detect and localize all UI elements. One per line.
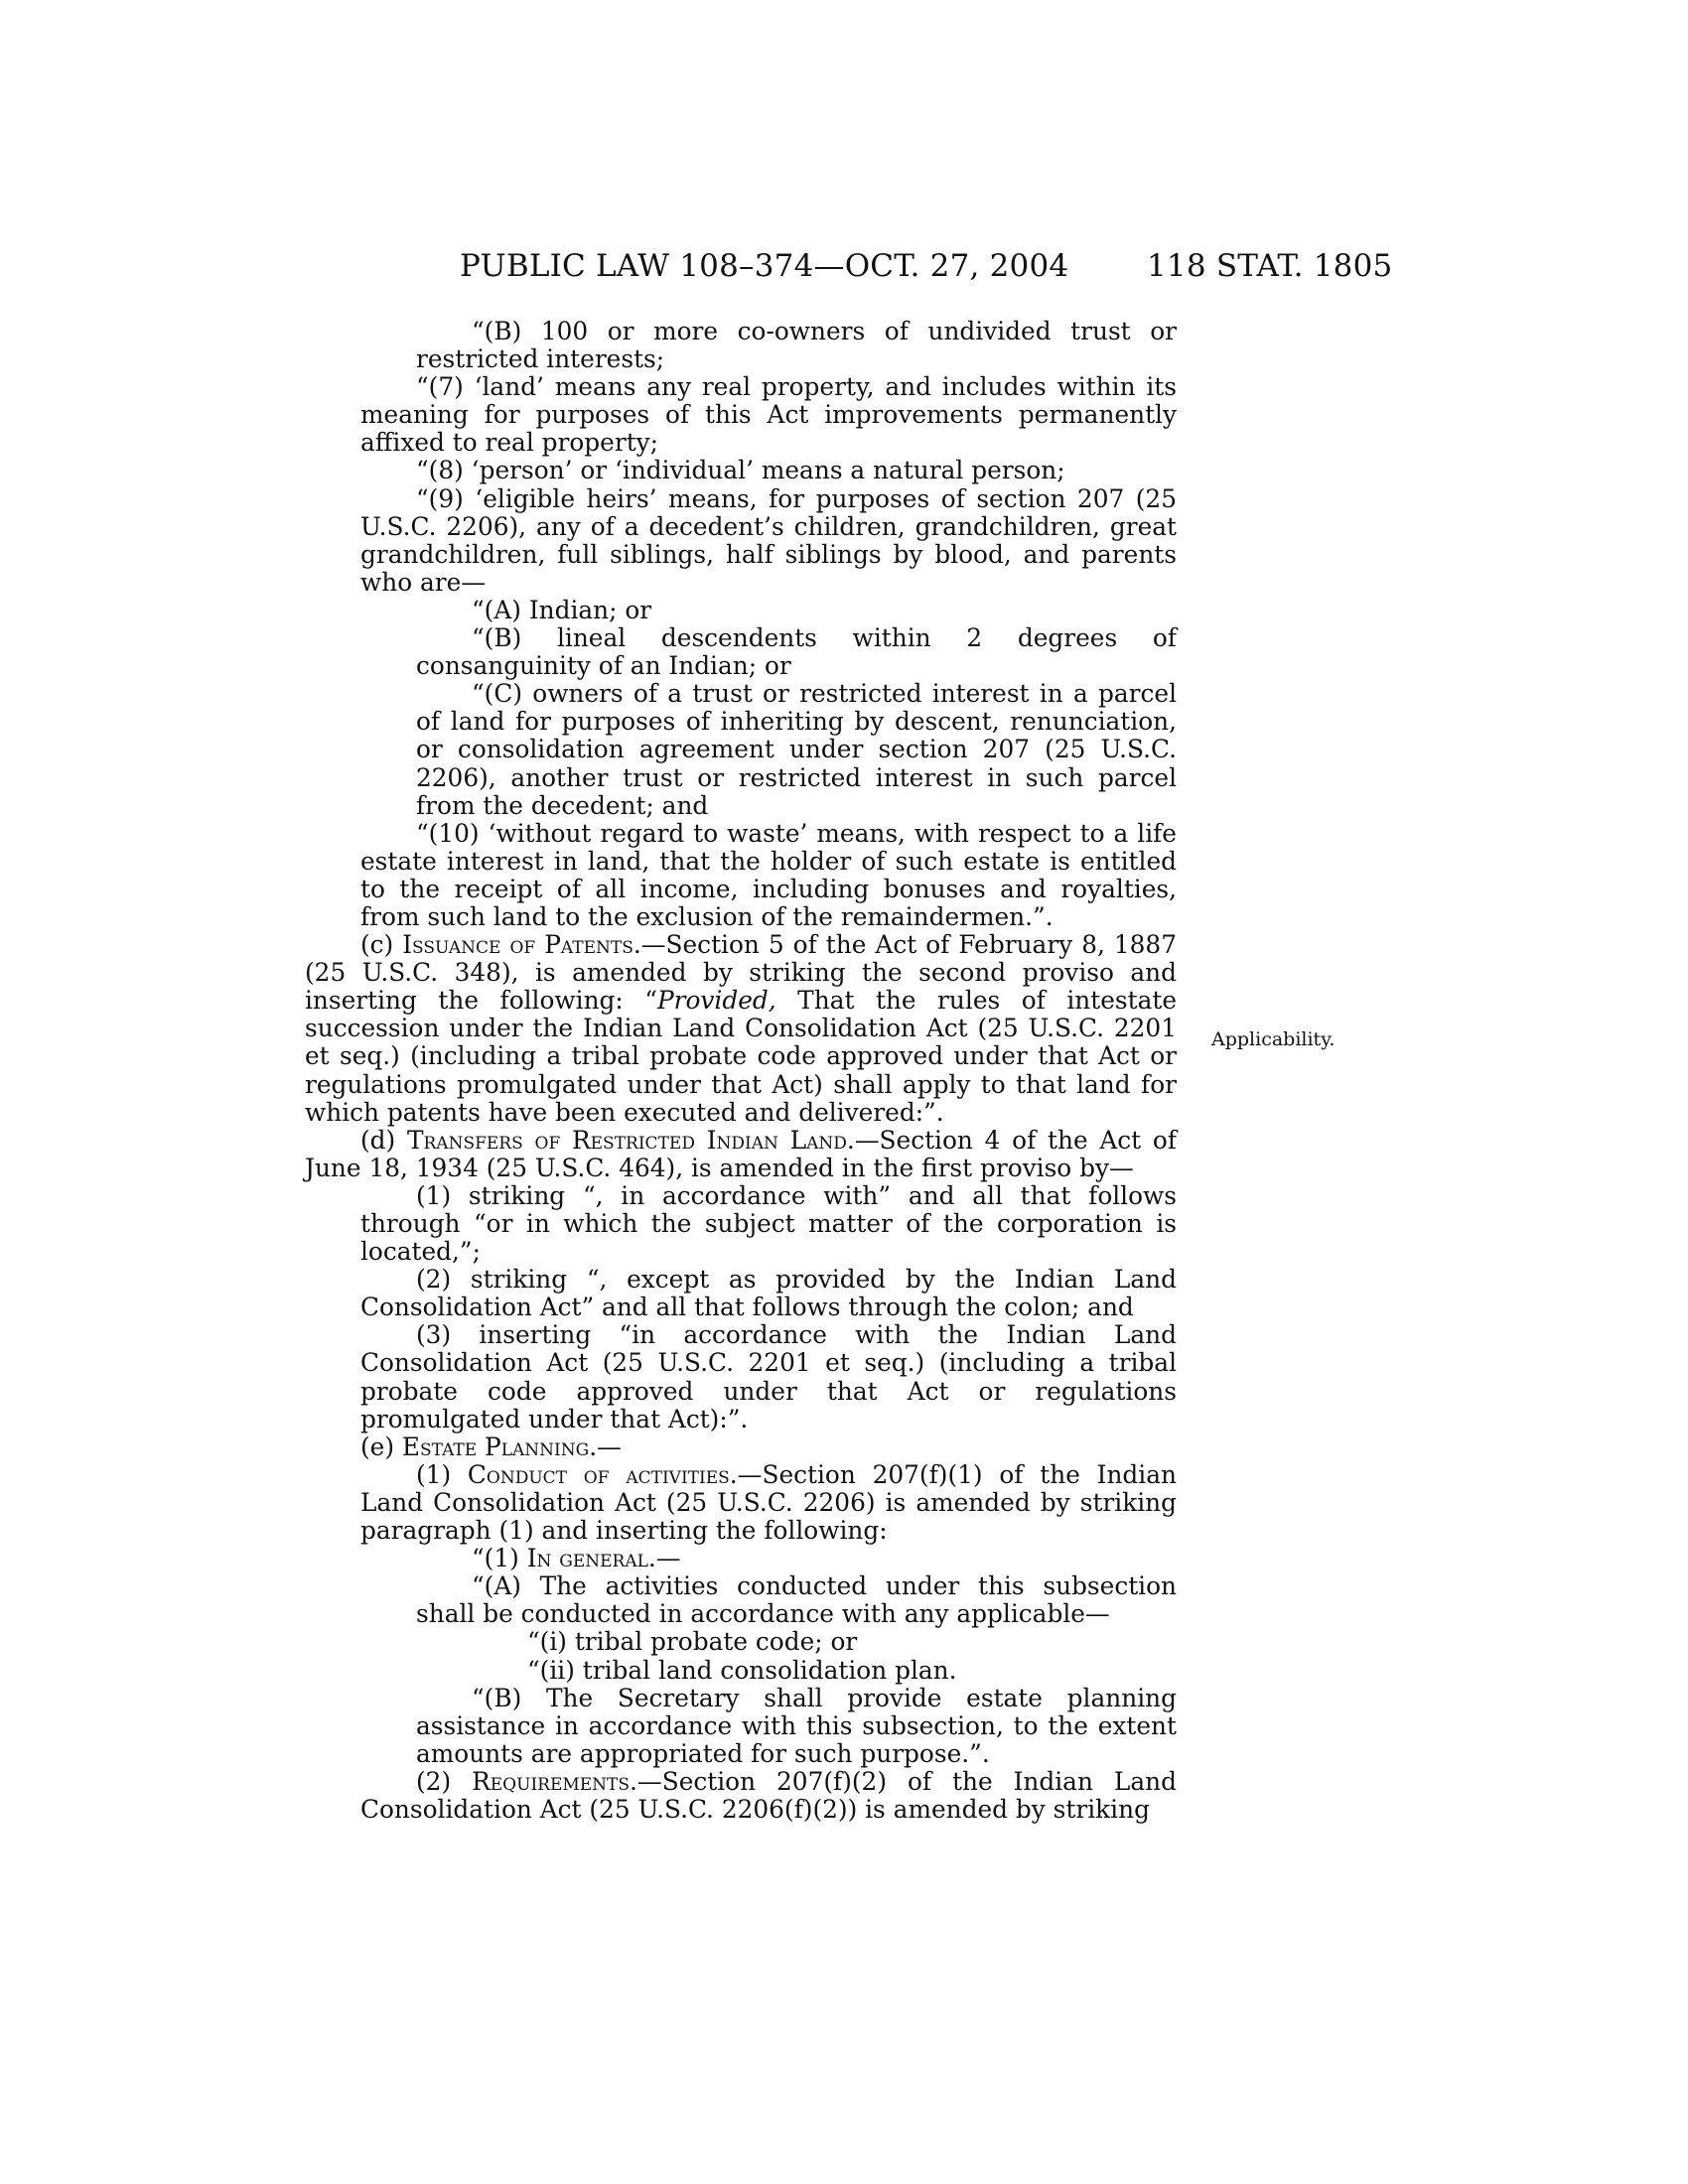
paragraph: “(C) owners of a trust or restricted interest in a parcel of land for purposes of inheriting by descent, renunciation, or consolidation agreement under section 207 (25 U.S.C. 2206), another trust or restricted interest in such parcel from the decedent; and <box>416 679 1177 820</box>
paragraph: “(A) Indian; or <box>472 595 652 624</box>
paragraph-text: —Section 207(f)(2) of the Indian Land Consolidation Act (25 U.S.C. 2206(f)(2)) is amended by striking <box>360 1766 1177 1824</box>
running-header-title: PUBLIC LAW 108–374—OCT. 27, 2004 <box>460 248 1069 284</box>
paragraph-requirements <box>305 1768 1177 1824</box>
paragraph: (3) inserting “in accordance with the Indian Land Consolidation Act (25 U.S.C. 2201 et seq.) (including a tribal probate code approved under that Act or regulations promulgated under that Act):”. <box>360 1320 1177 1433</box>
paragraph: “(7) ‘land’ means any real property, and includes within its meaning for purposes of this Act improvements permanently affixed to real property; <box>360 372 1177 458</box>
paragraph-text: — <box>655 1544 681 1573</box>
paragraph-prefix: (2) <box>416 1766 473 1796</box>
paragraph-text: —Section 207(f)(1) of the Indian Land Consolidation Act (25 U.S.C. 2206) is amended by striking paragraph (1) and inserting the following: <box>360 1459 1177 1546</box>
paragraph: “(8) ‘person’ or ‘individual’ means a natural person; <box>416 456 1065 485</box>
paragraph-text: That the rules of intestate succession under the Indian Land Consolidation Act (25 U.S.C. 2201 et seq.) (including a tribal probate code approved under that Act or regulations promulgated under that Act) shall apply to that land for which patents have been executed and delivered:”. <box>305 986 1177 1127</box>
margin-note: Applicability. <box>1211 1028 1336 1050</box>
section-heading: Conduct of activities. <box>467 1459 738 1489</box>
paragraph: “(i) tribal probate code; or <box>527 1627 858 1657</box>
paragraph: (2) striking “, except as provided by the Indian Land Consolidation Act” and all that follows through the colon; and <box>360 1265 1177 1322</box>
running-header-page-number: 118 STAT. 1805 <box>1147 248 1393 284</box>
paragraph-text: —Section 5 of the Act of February 8, 1887 (25 U.S.C. 348), is amended by striking the second proviso and inserting the following: “ <box>305 930 1177 1016</box>
section-heading: Estate Planning. <box>401 1432 598 1461</box>
paragraph-issuance-of-patents <box>305 931 1177 1127</box>
paragraph-text: — <box>597 1432 622 1461</box>
paragraph: (1) striking “, in accordance with” and all that follows through “or in which the subject matter of the corporation is located,”; <box>360 1180 1177 1267</box>
paragraph-text: —Section 4 of the Act of June 18, 1934 (25 U.S.C. 464), is amended in the first proviso by— <box>305 1125 1177 1182</box>
paragraph-prefix: (c) <box>360 930 403 960</box>
paragraph-prefix: “(1) <box>472 1544 527 1573</box>
paragraph-prefix: (d) <box>360 1125 407 1155</box>
paragraph: “(ii) tribal land consolidation plan. <box>527 1655 957 1685</box>
paragraph: “(B) 100 or more co-owners of undivided trust or restricted interests; <box>416 317 1177 374</box>
paragraph-prefix: (e) <box>360 1432 402 1461</box>
paragraph: “(10) ‘without regard to waste’ means, with respect to a life estate interest in land, that the holder of such estate is entitled to the receipt of all income, including bonuses and royalties, from such land to the exclusion of the remaindermen.”. <box>360 818 1177 931</box>
paragraph: “(9) ‘eligible heirs’ means, for purposes of section 207 (25 U.S.C. 2206), any of a decedent’s children, grandchildren, great grandchildren, full siblings, half siblings by blood, and parents who are— <box>360 483 1177 597</box>
section-heading: Transfers of Restricted Indian Land. <box>406 1125 855 1155</box>
section-heading: Issuance of Patents. <box>402 930 641 960</box>
section-heading: In general. <box>526 1544 656 1573</box>
paragraph: “(B) The Secretary shall provide estate planning assistance in accordance with this subsection, to the extent amounts are appropriated for such purpose.”. <box>416 1683 1177 1768</box>
paragraph: “(B) lineal descendents within 2 degrees of consanguinity of an Indian; or <box>416 623 1177 681</box>
section-heading: Requirements. <box>472 1766 637 1796</box>
paragraph-transfers <box>305 1127 1177 1182</box>
paragraph-prefix: (1) <box>416 1459 468 1489</box>
paragraph: “(A) The activities conducted under this subsection shall be conducted in accordance with any applicable— <box>416 1571 1177 1629</box>
paragraph-estate-planning <box>305 1433 1177 1461</box>
paragraph-conduct-of-activities <box>305 1461 1177 1545</box>
document-body <box>305 318 1177 1824</box>
paragraph-in-general <box>305 1545 1177 1572</box>
italic-text: Provided, <box>656 986 776 1016</box>
